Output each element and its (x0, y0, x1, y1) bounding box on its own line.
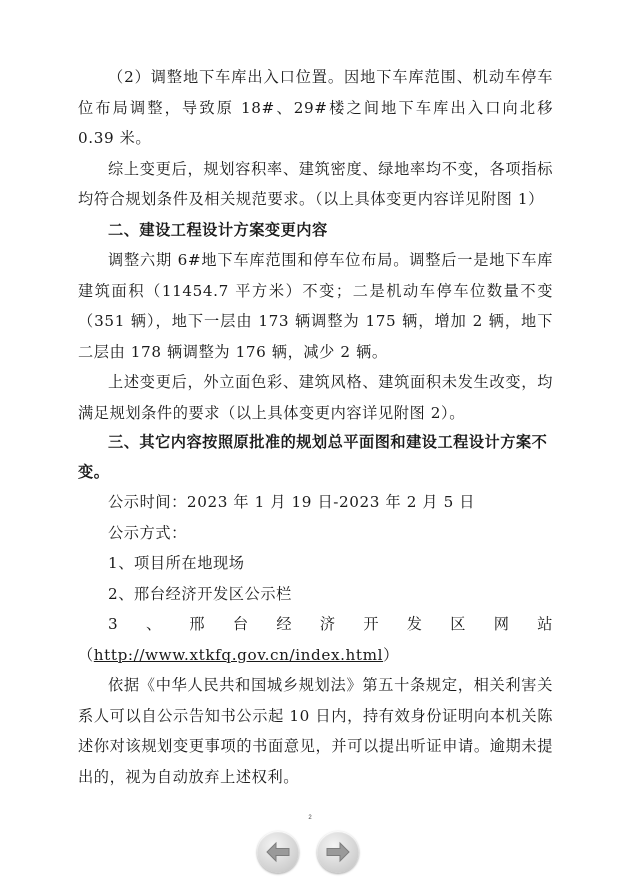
website-suffix: ） (383, 645, 399, 664)
heading-design-changes: 二、建设工程设计方案变更内容 (108, 220, 328, 239)
paragraph-notice-methods: 公示方式： (108, 523, 187, 542)
paragraph-summary: 综上变更后，规划容积率、建筑密度、绿地率均不变，各项指标均符合规划条件及相关规范要求。（以上具体变更内容详见附图 1） (78, 159, 553, 208)
paragraph-notice-period: 公示时间：2023 年 1 月 19 日-2023 年 2 月 5 日 (108, 493, 476, 511)
website-link[interactable]: http://www.xtkfq.gov.cn/index.html (93, 645, 384, 664)
page-number: 2 (308, 815, 312, 821)
website-prefix: 3、邢台经济开发区网站（ (78, 615, 553, 664)
previous-page-button[interactable] (257, 831, 299, 873)
paragraph-garage-adjustment: 调整六期 6#地下车库范围和停车位布局。调整后一是地下车库建筑面积（11454.7 平方米）不变；二是机动车停车位数量不变（351 辆），地下一层由 173 辆调整为 175 辆，增加 2 辆，地下二层由 178 辆调整为 176 辆，减少 2 辆。 (78, 251, 553, 361)
arrow-right-icon (325, 841, 351, 863)
list-item-bulletin-board: 2、邢台经济开发区公示栏 (108, 584, 292, 603)
document-body (78, 62, 553, 792)
paragraph-facade-unchanged: 上述变更后，外立面色彩、建筑风格、建筑面积未发生改变，均满足规划条件的要求（以上具体变更内容详见附图 2）。 (78, 373, 553, 422)
arrow-left-icon (265, 841, 291, 863)
next-page-button[interactable] (317, 831, 359, 873)
paragraph-entrance-adjustment: （2）调整地下车库出入口位置。因地下车库范围、机动车停车位布局调整，导致原 18#、29#楼之间地下车库出入口向北移 0.39 米。 (78, 68, 553, 147)
list-item-website (78, 609, 553, 670)
list-item-site: 1、项目所在地现场 (108, 554, 245, 572)
paragraph-legal-basis: 依据《中华人民共和国城乡规划法》第五十条规定，相关利害关系人可以自公示告知书公示起 10 日内，持有效身份证明向本机关陈述你对该规划变更事项的书面意见，并可以提出听证申请。逾期未提出的，视为自动放弃上述权利。 (78, 676, 553, 786)
heading-other-content: 三、其它内容按照原批准的规划总平面图和建设工程设计方案不变。 (78, 433, 548, 481)
